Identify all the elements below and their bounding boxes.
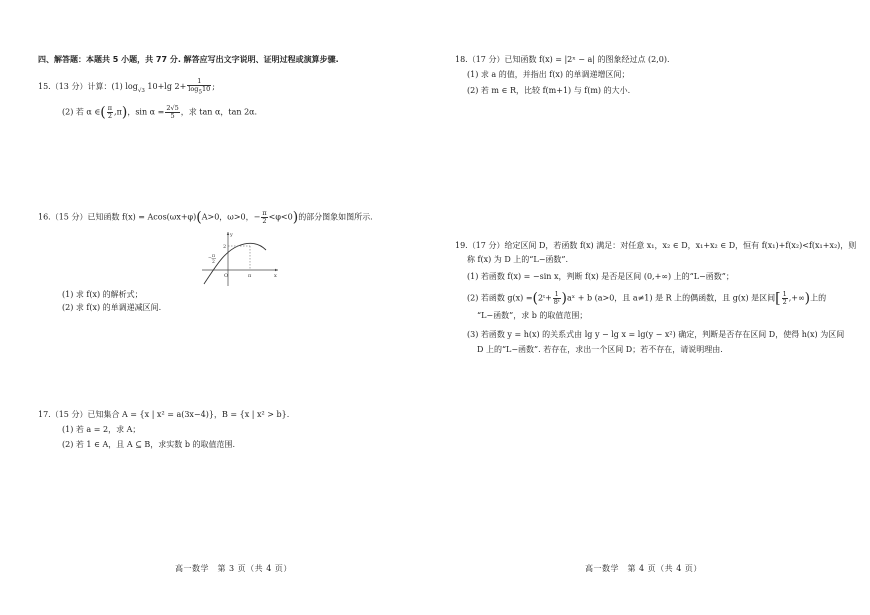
- q19-interval-den: 2: [782, 298, 787, 306]
- x-axis-arrow: [275, 269, 278, 271]
- section-header: 四、解答题：本题共 5 小题，共 77 分. 解答应写出文字说明、证明过程或演算步骤.: [38, 55, 339, 64]
- q15-frac-den: [187, 86, 211, 96]
- x-tick-label: π: [248, 273, 252, 279]
- q15-sin-frac: [165, 105, 179, 120]
- q16-function-graph: [198, 228, 282, 288]
- q19-part2-frac-num: 1: [554, 290, 559, 298]
- q15-interval-den: 2: [107, 112, 112, 120]
- q15-sin-den: 5: [170, 112, 175, 120]
- q15-part2-mid: ，sin α =: [127, 107, 165, 117]
- q19-part2-interval-frac: [782, 291, 788, 306]
- q16-cond-a: A>0，ω>0，−: [201, 212, 261, 222]
- q15-frac-den-sub: 5: [198, 89, 202, 96]
- q18-part2: (2) 若 m ∈ R，比较 f(m+1) 与 f(m) 的大小.: [467, 86, 631, 95]
- q19-interval-tail: ,+∞: [788, 293, 805, 303]
- q15-part2-prefix: (2) 若 α ∈: [62, 107, 101, 117]
- q15-part1-mid: 10+lg 2+: [144, 82, 187, 92]
- q15-part1: [38, 78, 215, 96]
- y-axis-arrow: [227, 232, 229, 235]
- q15-part2: (2) 若 α ∈( $\frac{\pi}{2}$ ,π)，sin α = $\frac{2√5}{5}$ ，求 tan α，tan 2α.: [62, 104, 258, 121]
- origin-label: O: [224, 273, 229, 279]
- q16-cond-frac: [261, 210, 267, 225]
- q19-part2-mid: aˣ + b (a>0，且 a≠1) 是 R 上的偶函数，且 g(x) 是区间: [567, 293, 776, 303]
- y-axis-label: y: [230, 232, 233, 238]
- neg-tick-den: 2: [212, 260, 215, 265]
- left-footer: 高一数学 第 3 页（共 4 页）: [175, 564, 292, 573]
- q17-part1: (1) 若 a = 2，求 A；: [62, 425, 141, 434]
- q18-part1: (1) 求 a 的值，并指出 f(x) 的单调递增区间；: [467, 70, 630, 79]
- q16-cond-num: π: [262, 209, 267, 217]
- q19-part2-frac-den: 8ᵗ: [553, 298, 560, 306]
- q19-part1: (1) 若函数 f(x) = −sin x，判断 f(x) 是否是区间 (0,+∞) 上的“L−函数”；: [467, 272, 734, 281]
- neg-tick-num: π: [212, 254, 215, 259]
- q16-part1: (1) 求 f(x) 的解析式；: [62, 290, 143, 299]
- q19-stem-line2: 称 f(x) 为 D 上的“L−函数”.: [467, 255, 569, 264]
- q15-log-base: √3: [137, 87, 145, 94]
- x-axis-label: x: [274, 273, 277, 279]
- q19-part2-paren-a: 2ᵗ+: [538, 293, 552, 303]
- q15-interval-frac: [107, 105, 113, 120]
- q15-interval-num: π: [107, 104, 113, 112]
- q18-stem: 18.（17 分）已知函数 f(x) = |2ˣ − a| 的图象经过点 (2,0).: [455, 55, 670, 64]
- q15-frac-den-log: log: [188, 85, 199, 93]
- q15-sin-num: 2√5: [166, 104, 179, 112]
- q19-stem-line1: 19.（17 分）给定区间 D，若函数 f(x) 满足：对任意 x₁，x₂ ∈ D，x₁+x₂ ∈ D，恒有 f(x₁)+f(x₂)<f(x₁+x₂)，则: [455, 241, 857, 250]
- q16-stem-end: 的部分图象如图所示.: [298, 212, 373, 222]
- q15-frac-num: 1: [187, 78, 211, 86]
- q19-part3-line1: (3) 若函数 y = h(x) 的关系式由 lg y − lg x = lg(y − x²) 确定，判断是否存在区间 D，使得 h(x) 为区间: [467, 330, 845, 339]
- q16-cond-den: 2: [262, 217, 267, 225]
- q15-frac-den-tail: 10: [201, 85, 211, 93]
- q16-part2: (2) 求 f(x) 的单调递减区间.: [62, 303, 162, 312]
- right-page: [435, 0, 870, 615]
- q19-part2-end: 上的: [810, 293, 827, 303]
- q15-part1-fraction: [187, 78, 211, 96]
- q19-part3-line2: D 上的“L−函数”. 若存在，求出一个区间 D；若不存在，请说明理由.: [477, 345, 723, 354]
- neg-tick-sign: −: [208, 256, 212, 261]
- q15-part1-prefix: 15.（13 分）计算：(1) log: [38, 82, 138, 92]
- q15-interval-tail: ,π: [114, 107, 122, 117]
- y-tick-label: 2: [223, 244, 227, 250]
- q19-part2-prefix: (2) 若函数 g(x) =: [467, 293, 533, 303]
- q16-cond-b: <φ<0: [268, 212, 293, 222]
- q17-stem: 17.（15 分）已知集合 A = {x | x² = a(3x−4)}，B = {x | x² > b}.: [38, 410, 290, 419]
- q16-stem-prefix: 16.（15 分）已知函数 f(x) = Acos(ωx+φ): [38, 212, 197, 222]
- q19-interval-num: 1: [782, 290, 787, 298]
- right-footer: 高一数学 第 4 页（共 4 页）: [585, 564, 702, 573]
- q17-part2: (2) 若 1 ∈ A，且 A ⊆ B，求实数 b 的取值范围.: [62, 440, 236, 449]
- q19-part2-line1: (2) 若函数 g(x) =(2ᵗ+ $\frac{1}{\text{8ᵗ}}$ )aˣ + b (a>0，且 a≠1) 是 R 上的偶函数，且 g(x) 是区间[ $\frac{1}{2}$ ,+∞)上的: [467, 290, 827, 307]
- q19-part2-line2: “L−函数”，求 b 的取值范围；: [477, 311, 588, 320]
- q15-part2-end: ，求 tan α，tan 2α.: [180, 107, 258, 117]
- q16-stem: 16.（15 分）已知函数 f(x) = Acos(ωx+φ)(A>0，ω>0，− $\frac{\pi}{2}$ <φ<0)的部分图象如图所示.: [38, 209, 373, 226]
- q15-part1-end: ;: [212, 82, 215, 92]
- q19-part2-frac: [553, 291, 561, 306]
